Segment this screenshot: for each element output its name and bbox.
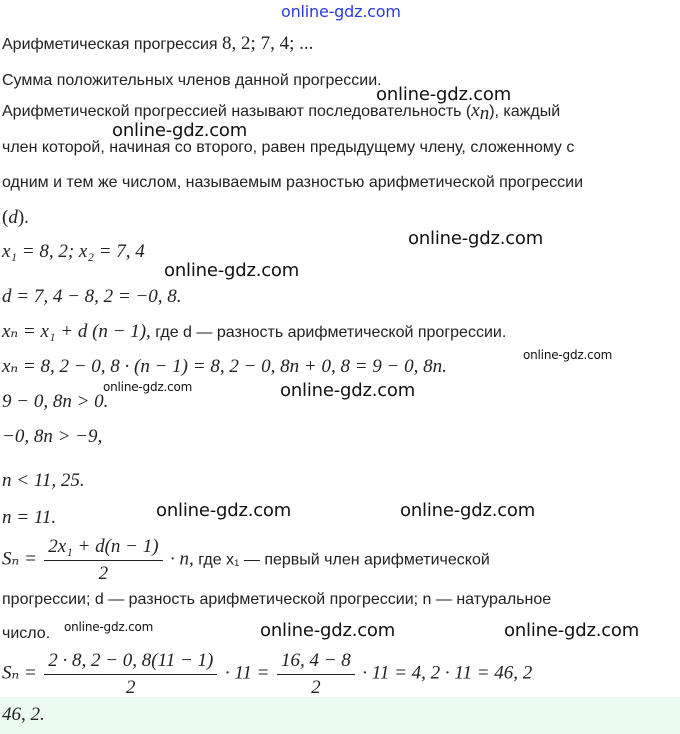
watermark: online-gdz.com	[408, 228, 544, 249]
watermark: online-gdz.com	[164, 260, 300, 281]
calc-numerator-1: 2 · 8, 2 − 0, 8(11 − 1)	[44, 650, 217, 675]
calc-lhs: Sₙ =	[2, 662, 37, 684]
watermark: online-gdz.com	[504, 620, 640, 641]
definition-line-3: одним и тем же числом, называемым разностью арифметической прогрессии	[2, 174, 584, 191]
calc-mid: · 11 =	[224, 662, 270, 684]
watermark: online-gdz.com	[103, 380, 193, 394]
sum-formula-line-2: прогрессии; d — разность арифметической прогрессии; n — натуральное	[2, 591, 552, 608]
watermark: online-gdz.com	[523, 348, 613, 362]
calc-fraction-2	[277, 650, 355, 699]
x1-x2-values: x₁ = 8, 2; x₂ = 7, 4	[2, 241, 145, 262]
watermark: online-gdz.com	[400, 500, 536, 521]
watermark: online-gdz.com	[280, 380, 416, 401]
formula-math: xₙ = x₁ + d (n − 1),	[2, 321, 151, 342]
definition-sub: n	[479, 103, 490, 124]
calc-fraction-1	[44, 650, 217, 699]
formula-text: где d — разность арифметической прогрессии.	[155, 324, 507, 341]
sum-denominator: 2	[98, 563, 109, 584]
sum-formula	[2, 536, 490, 585]
sum-after: · n,	[170, 548, 194, 570]
sum-calculation	[2, 650, 532, 699]
watermark: online-gdz.com	[260, 620, 396, 641]
paren: ).	[17, 207, 29, 228]
sum-lhs: Sₙ =	[2, 548, 37, 570]
definition-text: ), каждый	[489, 103, 561, 120]
difference-calc: d = 7, 4 − 8, 2 = −0, 8.	[2, 286, 182, 307]
watermark: online-gdz.com	[156, 500, 292, 521]
inequality-2: −0, 8n > −9,	[2, 426, 103, 447]
definition-var: x	[471, 100, 480, 121]
answer-text: 46, 2.	[2, 704, 45, 725]
task-label: Арифметическая прогрессия	[2, 36, 218, 53]
nth-term-calc: xₙ = 8, 2 − 0, 8 · (n − 1) = 8, 2 − 0, 8n + 0, 8 = 9 − 0, 8n.	[2, 356, 447, 377]
calc-denominator-2: 2	[311, 677, 321, 698]
watermark: online-gdz.com	[376, 84, 512, 105]
paren: (	[2, 207, 9, 228]
calc-tail: · 11 = 4, 2 · 11 = 46, 2	[362, 662, 533, 684]
calc-numerator-2: 16, 4 − 8	[277, 650, 355, 675]
task-line	[2, 34, 313, 55]
calc-denominator-1: 2	[126, 677, 136, 698]
watermark-top: online-gdz.com	[281, 2, 401, 21]
inequality-3: n < 11, 25.	[2, 470, 85, 491]
n-value: n = 11.	[2, 507, 57, 528]
definition-line-1	[2, 101, 560, 122]
definition-var-d: d	[8, 207, 18, 228]
task-values: 8, 2; 7, 4; ...	[222, 33, 314, 54]
question-text: Сумма положительных членов данной прогрессии.	[2, 72, 382, 89]
nth-term-formula	[2, 322, 506, 343]
answer-highlight	[0, 697, 680, 734]
watermark: online-gdz.com	[112, 120, 248, 141]
watermark: online-gdz.com	[64, 620, 154, 634]
sum-text: где x₁ — первый член арифметической	[198, 551, 490, 569]
definition-line-4	[2, 208, 29, 229]
definition-text: Арифметической прогрессией называют последовательность (	[2, 103, 472, 120]
sum-formula-line-3: число.	[2, 625, 51, 642]
sum-numerator: 2x₁ + d(n − 1)	[44, 536, 162, 561]
inequality-1: 9 − 0, 8n > 0.	[2, 391, 109, 412]
sum-fraction	[44, 536, 162, 585]
definition-line-2: член которой, начиная со второго, равен предыдущему члену, сложенному с	[2, 139, 575, 156]
